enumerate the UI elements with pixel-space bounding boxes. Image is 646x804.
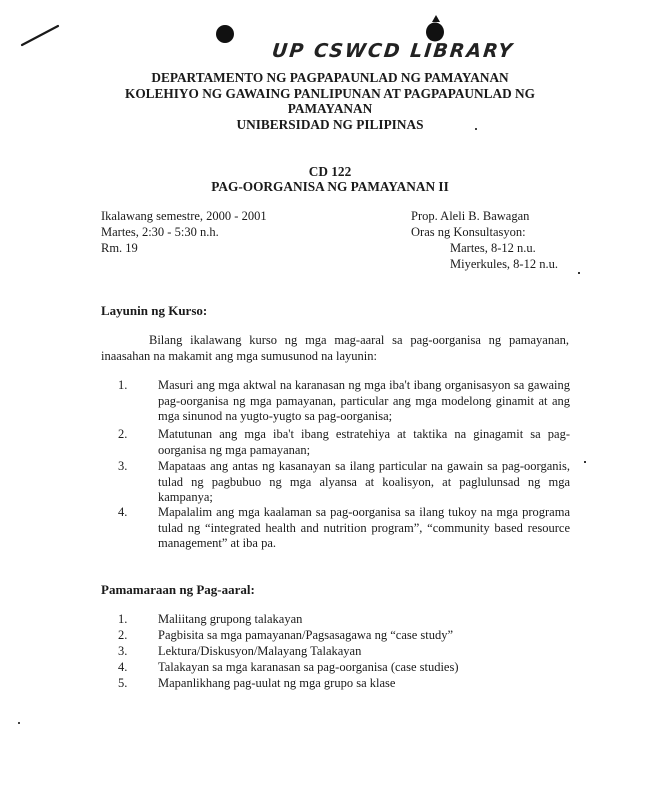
speck: [18, 722, 20, 724]
objective-text: Mapalalim ang mga kaalaman sa pag-oorganisa sa ilang tukoy na mga programa tulad ng “integrated health and nutrition program”, “community based resource management” at iba pa.: [158, 505, 570, 550]
speck: [578, 272, 580, 274]
punch-hole-right-tab: [432, 15, 440, 22]
consultation-tuesday: Martes, 8-12 n.u.: [450, 241, 536, 255]
objective-number: 3.: [118, 459, 128, 473]
header-university: UNIBERSIDAD NG PILIPINAS: [236, 117, 424, 132]
method-text: Pagbisita sa mga pamayanan/Pagsasagawa ng “case study”: [158, 628, 454, 642]
consultation-wednesday: Miyerkules, 8-12 n.u.: [450, 257, 558, 271]
consultation-label: Oras ng Konsultasyon:: [411, 225, 526, 239]
class-time: Martes, 2:30 - 5:30 n.h.: [101, 225, 219, 239]
method-number: 4.: [118, 660, 128, 674]
header-college: KOLEHIYO NG GAWAING PANLIPUNAN AT PAGPAPAUNLAD NG: [124, 86, 535, 101]
punch-hole-left: [216, 25, 234, 43]
objective-number: 1.: [118, 378, 128, 392]
speck: [584, 461, 586, 463]
methods-heading: Pamamaraan ng Pag-aaral:: [101, 582, 255, 597]
method-number: 5.: [118, 676, 128, 690]
header-department: DEPARTAMENTO NG PAGPAPAUNLAD NG PAMAYANAN: [151, 70, 509, 85]
method-text: Lektura/Diskusyon/Malayang Talakayan: [158, 644, 362, 658]
room: Rm. 19: [101, 241, 138, 255]
objectives-heading: Layunin ng Kurso:: [101, 303, 208, 318]
method-text: Talakayan sa mga karanasan sa pag-oorganisa (case studies): [158, 660, 459, 674]
objectives-intro: Bilang ikalawang kurso ng mga mag-aaral sa pag-oorganisa ng pamayanan, inaasahan na makamit ang mga sumusunod na layunin:: [101, 333, 569, 363]
method-number: 1.: [118, 612, 128, 626]
objective-text: Matutunan ang mga iba't ibang estratehiya at taktika na ginagamit sa pag-oorganisa ng mga pamayanan;: [158, 427, 570, 457]
punch-hole-right: [426, 23, 444, 42]
method-number: 3.: [118, 644, 128, 658]
objective-number: 4.: [118, 505, 128, 519]
semester: Ikalawang semestre, 2000 - 2001: [101, 209, 267, 223]
objective-number: 2.: [118, 427, 128, 441]
objective-text: Masuri ang mga aktwal na karanasan ng mga iba't ibang organisasyon sa gawaing pag-oorganisa ng mga pamayanan, particular ang mga modelong ginamit at ang mga sinunod na yugto-yugto sa pag-oorganisa;: [158, 378, 570, 423]
pen-mark: [22, 26, 58, 45]
header-college-cont: PAMAYANAN: [287, 101, 373, 116]
method-number: 2.: [118, 628, 128, 642]
method-text: Mapanlikhang pag-uulat ng mga grupo sa klase: [158, 676, 396, 690]
course-title: PAG-OORGANISA NG PAMAYANAN II: [211, 179, 449, 194]
method-text: Maliitang grupong talakayan: [158, 612, 303, 626]
library-stamp: UP CSWCD LIBRARY: [270, 40, 516, 62]
instructor-name: Prop. Aleli B. Bawagan: [411, 209, 530, 223]
objective-text: Mapataas ang antas ng kasanayan sa ilang particular na gawain sa pag-oorganis, tulad ng pagbubuo ng mga alyansa at koalisyon, at paglulunsad ng mga kampanya;: [158, 459, 570, 504]
course-code: CD 122: [308, 164, 352, 179]
